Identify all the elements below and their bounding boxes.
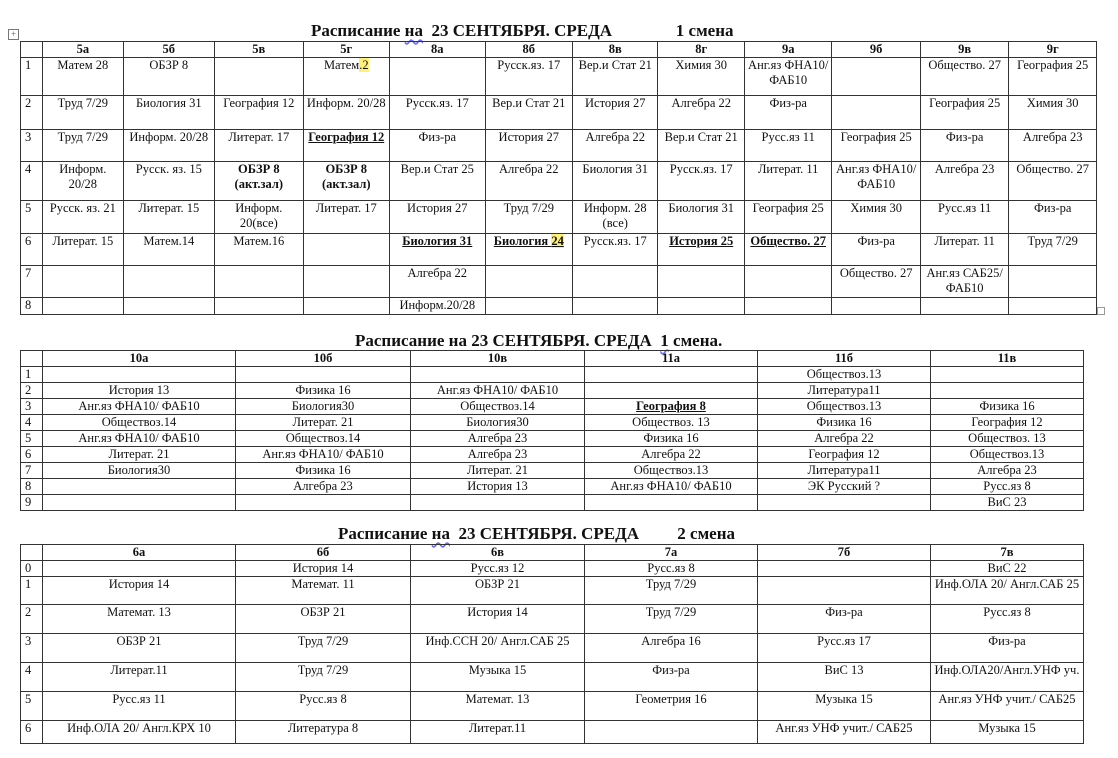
lesson-cell <box>411 367 585 383</box>
lesson-cell: Вер.и Стат 21 <box>658 130 744 162</box>
lesson-number: 2 <box>21 96 43 130</box>
lesson-number: 3 <box>21 634 43 663</box>
lesson-cell <box>1009 298 1097 315</box>
lesson-cell <box>215 266 303 298</box>
table-header <box>21 42 1097 58</box>
lesson-cell <box>658 266 744 298</box>
lesson-row <box>21 201 1097 234</box>
lesson-cell: Русск.яз. 17 <box>390 96 486 130</box>
lesson-cell: Биология30 <box>411 415 585 431</box>
lesson-cell: Анг.яз ФНА10/ ФАБ10 <box>585 479 758 495</box>
lesson-cell: ЭК Русский ? <box>758 479 931 495</box>
lesson-cell <box>758 561 931 577</box>
lesson-cell <box>43 561 236 577</box>
lesson-cell: География 25 <box>1009 58 1097 96</box>
lesson-cell: Химия 30 <box>832 201 920 234</box>
lesson-cell: Обществоз.14 <box>43 415 236 431</box>
lesson-cell: Общество. 27 <box>744 234 831 266</box>
lesson-number: 5 <box>21 431 43 447</box>
lesson-row <box>21 634 1084 663</box>
lesson-cell: Русс.яз 17 <box>758 634 931 663</box>
lesson-cell: Литерат. 21 <box>236 415 411 431</box>
lesson-cell: Русс.яз 11 <box>744 130 831 162</box>
lesson-number: 0 <box>21 561 43 577</box>
lesson-row <box>21 479 1084 495</box>
lesson-number: 1 <box>21 367 43 383</box>
lesson-number: 8 <box>21 298 43 315</box>
class-header: 9в <box>920 42 1008 58</box>
lesson-cell: Труд 7/29 <box>585 605 758 634</box>
class-header: 9б <box>832 42 920 58</box>
lesson-number: 2 <box>21 383 43 399</box>
lesson-cell: Информ. 20/28 <box>43 162 123 201</box>
lesson-cell: Химия 30 <box>1009 96 1097 130</box>
lesson-number: 7 <box>21 266 43 298</box>
lesson-cell: Физ-ра <box>585 663 758 692</box>
class-header: 10в <box>411 351 585 367</box>
lesson-cell: ОБЗР 8 (акт.зал) <box>303 162 389 201</box>
lesson-cell: Инф.ССН 20/ Англ.САБ 25 <box>411 634 585 663</box>
lesson-cell: Алгебра 22 <box>390 266 486 298</box>
lesson-cell: Физ-ра <box>931 634 1084 663</box>
lesson-cell: География 12 <box>931 415 1084 431</box>
lesson-cell: Вер.и Стат 21 <box>485 96 572 130</box>
lesson-row <box>21 415 1084 431</box>
lesson-cell <box>920 298 1008 315</box>
lesson-cell <box>744 298 831 315</box>
lesson-cell: География 12 <box>758 447 931 463</box>
class-header: 8б <box>485 42 572 58</box>
lesson-cell: История 25 <box>658 234 744 266</box>
lesson-cell: География 8 <box>585 399 758 415</box>
lesson-cell <box>43 298 123 315</box>
lesson-cell: Музыка 15 <box>931 721 1084 744</box>
lesson-cell: Анг.яз ФНА10/ ФАБ10 <box>744 58 831 96</box>
lesson-cell: Математ. 11 <box>236 577 411 605</box>
lesson-row <box>21 298 1097 315</box>
lesson-cell: Русск.яз. 17 <box>573 234 658 266</box>
lesson-cell: Биология30 <box>236 399 411 415</box>
table-resize-handle[interactable] <box>1097 307 1105 315</box>
header-corner <box>21 351 43 367</box>
lesson-cell <box>236 495 411 511</box>
class-header: 6а <box>43 545 236 561</box>
lesson-cell: Алгебра 22 <box>485 162 572 201</box>
header-corner <box>21 42 43 58</box>
lesson-cell: Физ-ра <box>758 605 931 634</box>
lesson-cell <box>585 383 758 399</box>
lesson-cell: Физ-ра <box>390 130 486 162</box>
lesson-cell: История 13 <box>411 479 585 495</box>
lesson-number: 9 <box>21 495 43 511</box>
lesson-cell <box>43 367 236 383</box>
schedule-table-grades-5-9 <box>20 41 1097 315</box>
class-header: 5г <box>303 42 389 58</box>
lesson-cell: Матем.2 <box>303 58 389 96</box>
lesson-cell: Обществоз.13 <box>758 367 931 383</box>
lesson-cell <box>43 495 236 511</box>
lesson-cell: Вер.и Стат 25 <box>390 162 486 201</box>
lesson-cell <box>123 298 215 315</box>
lesson-cell: Обществоз. 13 <box>585 415 758 431</box>
lesson-number: 1 <box>21 577 43 605</box>
class-header: 11б <box>758 351 931 367</box>
lesson-cell: История 27 <box>390 201 486 234</box>
lesson-cell: Труд 7/29 <box>485 201 572 234</box>
lesson-cell: Инф.ОЛА20/Англ.УНФ уч. <box>931 663 1084 692</box>
lesson-cell: Литература 8 <box>236 721 411 744</box>
lesson-cell: ОБЗР 21 <box>236 605 411 634</box>
lesson-cell: Обществоз.14 <box>411 399 585 415</box>
schedule-title-shift2: Расписание на 23 СЕНТЯБРЯ. СРЕДА 2 смена <box>338 524 736 543</box>
lesson-cell <box>390 58 486 96</box>
lesson-cell: Биология 31 <box>573 162 658 201</box>
lesson-number: 7 <box>21 463 43 479</box>
lesson-cell <box>758 495 931 511</box>
lesson-cell: Русск. яз. 15 <box>123 162 215 201</box>
lesson-row <box>21 234 1097 266</box>
lesson-cell: Математ. 13 <box>43 605 236 634</box>
lesson-cell: Биология30 <box>43 463 236 479</box>
lesson-row <box>21 692 1084 721</box>
lesson-cell <box>573 266 658 298</box>
lesson-cell: Музыка 15 <box>758 692 931 721</box>
class-header: 9г <box>1009 42 1097 58</box>
lesson-cell: История 27 <box>485 130 572 162</box>
lesson-cell <box>303 298 389 315</box>
lesson-cell: Анг.яз САБ25/ ФАБ10 <box>920 266 1008 298</box>
lesson-number: 3 <box>21 399 43 415</box>
lesson-cell: Физ-ра <box>1009 201 1097 234</box>
lesson-cell: ВиС 22 <box>931 561 1084 577</box>
lesson-cell: Литерат. 11 <box>744 162 831 201</box>
lesson-cell: География 25 <box>920 96 1008 130</box>
lesson-cell: Литерат. 15 <box>123 201 215 234</box>
lesson-cell: Биология 31 <box>390 234 486 266</box>
header-corner <box>21 545 43 561</box>
lesson-cell: История 14 <box>43 577 236 605</box>
lesson-cell: Физика 16 <box>585 431 758 447</box>
lesson-cell: Информ. 20/28 <box>303 96 389 130</box>
lesson-cell: Алгебра 23 <box>931 463 1084 479</box>
lesson-cell: Алгебра 23 <box>236 479 411 495</box>
lesson-cell: Музыка 15 <box>411 663 585 692</box>
lesson-cell <box>832 96 920 130</box>
lesson-row <box>21 96 1097 130</box>
header-row <box>21 42 1097 58</box>
lesson-cell: Алгебра 23 <box>411 431 585 447</box>
lesson-cell: Литерат. 21 <box>43 447 236 463</box>
lesson-cell: Литерат.11 <box>43 663 236 692</box>
lesson-cell: Физика 16 <box>931 399 1084 415</box>
lesson-cell: Русс.яз 8 <box>931 605 1084 634</box>
lesson-cell: Геометрия 16 <box>585 692 758 721</box>
lesson-cell: Общество. 27 <box>832 266 920 298</box>
lesson-cell <box>585 495 758 511</box>
lesson-cell: Литература11 <box>758 463 931 479</box>
lesson-cell: Труд 7/29 <box>236 663 411 692</box>
lesson-cell <box>43 479 236 495</box>
lesson-cell: Физ-ра <box>744 96 831 130</box>
lesson-cell: Русс.яз 8 <box>236 692 411 721</box>
lesson-row <box>21 605 1084 634</box>
lesson-cell <box>215 58 303 96</box>
lesson-row <box>21 663 1084 692</box>
class-header: 6б <box>236 545 411 561</box>
lesson-cell: Русск.яз. 17 <box>485 58 572 96</box>
lesson-cell: История 27 <box>573 96 658 130</box>
lesson-number: 3 <box>21 130 43 162</box>
lesson-cell: Литерат. 15 <box>43 234 123 266</box>
lesson-cell: Русск.яз. 17 <box>658 162 744 201</box>
lesson-cell <box>832 298 920 315</box>
lesson-cell: История 13 <box>43 383 236 399</box>
class-header: 7а <box>585 545 758 561</box>
lesson-cell: Алгебра 23 <box>920 162 1008 201</box>
lesson-cell: Общество. 27 <box>1009 162 1097 201</box>
lesson-number: 6 <box>21 447 43 463</box>
lesson-cell: Биология 24 <box>485 234 572 266</box>
class-header: 8а <box>390 42 486 58</box>
lesson-cell <box>411 495 585 511</box>
class-header: 10а <box>43 351 236 367</box>
lesson-row <box>21 431 1084 447</box>
lesson-number: 4 <box>21 415 43 431</box>
class-header: 5а <box>43 42 123 58</box>
lesson-cell: Физика 16 <box>236 383 411 399</box>
lesson-row <box>21 367 1084 383</box>
lesson-cell: Информ. 20(все) <box>215 201 303 234</box>
lesson-cell: ОБЗР 21 <box>411 577 585 605</box>
lesson-cell: Алгебра 16 <box>585 634 758 663</box>
lesson-row <box>21 162 1097 201</box>
lesson-cell: Инф.ОЛА 20/ Англ.КРХ 10 <box>43 721 236 744</box>
schedule-table-grades-6-7 <box>20 544 1084 744</box>
lesson-cell <box>303 234 389 266</box>
lesson-cell: Алгебра 22 <box>585 447 758 463</box>
lesson-row <box>21 130 1097 162</box>
lesson-cell <box>303 266 389 298</box>
lesson-cell: Русс.яз 11 <box>920 201 1008 234</box>
lesson-cell: Информ.20/28 <box>390 298 486 315</box>
lesson-cell: Математ. 13 <box>411 692 585 721</box>
lesson-row <box>21 58 1097 96</box>
header-row <box>21 351 1084 367</box>
lesson-cell: Русс.яз 8 <box>585 561 758 577</box>
lesson-cell: География 12 <box>215 96 303 130</box>
class-header: 5в <box>215 42 303 58</box>
lesson-cell: Анг.яз ФНА10/ ФАБ10 <box>832 162 920 201</box>
lesson-row <box>21 561 1084 577</box>
lesson-cell: Литерат. 17 <box>215 130 303 162</box>
lesson-cell: Алгебра 23 <box>1009 130 1097 162</box>
class-header: 11а <box>585 351 758 367</box>
lesson-number: 5 <box>21 201 43 234</box>
class-header: 6в <box>411 545 585 561</box>
lesson-cell: Труд 7/29 <box>1009 234 1097 266</box>
lesson-cell <box>215 298 303 315</box>
lesson-cell: География 25 <box>744 201 831 234</box>
lesson-row <box>21 577 1084 605</box>
lesson-cell: Биология 31 <box>658 201 744 234</box>
lesson-number: 2 <box>21 605 43 634</box>
class-header: 8г <box>658 42 744 58</box>
lesson-cell: Литерат. 11 <box>920 234 1008 266</box>
class-header: 5б <box>123 42 215 58</box>
lesson-number: 8 <box>21 479 43 495</box>
lesson-cell: Литерат.11 <box>411 721 585 744</box>
lesson-cell <box>658 298 744 315</box>
lesson-cell: История 14 <box>411 605 585 634</box>
schedule-table-grades-10-11 <box>20 350 1084 511</box>
lesson-cell <box>931 383 1084 399</box>
lesson-number: 6 <box>21 721 43 744</box>
lesson-cell: ОБЗР 8 (акт.зал) <box>215 162 303 201</box>
class-header: 7б <box>758 545 931 561</box>
lesson-cell: ОБЗР 8 <box>123 58 215 96</box>
lesson-cell: Физ-ра <box>832 234 920 266</box>
lesson-cell: Анг.яз ФНА10/ ФАБ10 <box>411 383 585 399</box>
lesson-cell: Алгебра 22 <box>573 130 658 162</box>
lesson-cell: Анг.яз УНФ учит./ САБ25 <box>758 721 931 744</box>
lesson-cell: Физика 16 <box>236 463 411 479</box>
lesson-cell: Литерат. 17 <box>303 201 389 234</box>
class-header: 9а <box>744 42 831 58</box>
lesson-cell: Анг.яз ФНА10/ ФАБ10 <box>236 447 411 463</box>
lesson-cell <box>485 298 572 315</box>
lesson-row <box>21 495 1084 511</box>
lesson-cell <box>585 721 758 744</box>
lesson-cell: Труд 7/29 <box>585 577 758 605</box>
lesson-cell <box>43 266 123 298</box>
table-move-handle[interactable]: + <box>8 29 19 40</box>
lesson-cell: Обществоз.13 <box>931 447 1084 463</box>
class-header: 10б <box>236 351 411 367</box>
lesson-cell: Русс.яз 12 <box>411 561 585 577</box>
lesson-cell: Русс.яз 8 <box>931 479 1084 495</box>
lesson-row <box>21 399 1084 415</box>
lesson-cell <box>931 367 1084 383</box>
lesson-number: 1 <box>21 58 43 96</box>
lesson-number: 5 <box>21 692 43 721</box>
lesson-cell <box>758 577 931 605</box>
lesson-cell: ВиС 13 <box>758 663 931 692</box>
lesson-cell <box>744 266 831 298</box>
lesson-cell: Физика 16 <box>758 415 931 431</box>
lesson-cell: Вер.и Стат 21 <box>573 58 658 96</box>
lesson-cell: Труд 7/29 <box>236 634 411 663</box>
lesson-row <box>21 447 1084 463</box>
header-row <box>21 545 1084 561</box>
lesson-cell <box>832 58 920 96</box>
lesson-cell: Обществоз.13 <box>585 463 758 479</box>
lesson-cell: Обществоз.14 <box>236 431 411 447</box>
lesson-cell: Матем.14 <box>123 234 215 266</box>
lesson-cell: Обществоз. 13 <box>931 431 1084 447</box>
lesson-cell: Матем 28 <box>43 58 123 96</box>
lesson-cell: Информ. 28 (все) <box>573 201 658 234</box>
lesson-cell: Анг.яз ФНА10/ ФАБ10 <box>43 431 236 447</box>
lesson-cell: Обществоз.13 <box>758 399 931 415</box>
lesson-number: 6 <box>21 234 43 266</box>
lesson-row <box>21 463 1084 479</box>
lesson-row <box>21 383 1084 399</box>
lesson-cell: Информ. 20/28 <box>123 130 215 162</box>
lesson-number: 4 <box>21 162 43 201</box>
lesson-cell <box>236 367 411 383</box>
schedule-title-shift1-senior: Расписание на 23 СЕНТЯБРЯ. СРЕДА 1 смена. <box>355 331 723 350</box>
lesson-cell: ВиС 23 <box>931 495 1084 511</box>
lesson-cell: Физ-ра <box>920 130 1008 162</box>
lesson-cell: История 14 <box>236 561 411 577</box>
lesson-row <box>21 721 1084 744</box>
lesson-cell: Литература11 <box>758 383 931 399</box>
lesson-cell: Инф.ОЛА 20/ Англ.САБ 25 <box>931 577 1084 605</box>
lesson-cell <box>573 298 658 315</box>
lesson-cell: Литерат. 21 <box>411 463 585 479</box>
lesson-cell <box>585 367 758 383</box>
lesson-row <box>21 266 1097 298</box>
lesson-cell: Анг.яз ФНА10/ ФАБ10 <box>43 399 236 415</box>
class-header: 7в <box>931 545 1084 561</box>
lesson-cell: Алгебра 22 <box>658 96 744 130</box>
lesson-cell <box>1009 266 1097 298</box>
lesson-cell: Русск. яз. 21 <box>43 201 123 234</box>
schedule-title-shift1: Расписание на 23 СЕНТЯБРЯ. СРЕДА 1 смена <box>311 21 734 40</box>
lesson-cell: География 12 <box>303 130 389 162</box>
lesson-cell: География 25 <box>832 130 920 162</box>
lesson-cell: Матем.16 <box>215 234 303 266</box>
lesson-cell: Алгебра 23 <box>411 447 585 463</box>
lesson-cell: Биология 31 <box>123 96 215 130</box>
lesson-cell: Труд 7/29 <box>43 130 123 162</box>
lesson-cell <box>123 266 215 298</box>
class-header: 11в <box>931 351 1084 367</box>
lesson-cell: Общество. 27 <box>920 58 1008 96</box>
lesson-cell: ОБЗР 21 <box>43 634 236 663</box>
lesson-cell: Химия 30 <box>658 58 744 96</box>
lesson-cell: Алгебра 22 <box>758 431 931 447</box>
lesson-cell: Русс.яз 11 <box>43 692 236 721</box>
class-header: 8в <box>573 42 658 58</box>
lesson-cell <box>485 266 572 298</box>
lesson-cell: Труд 7/29 <box>43 96 123 130</box>
lesson-cell: Анг.яз УНФ учит./ САБ25 <box>931 692 1084 721</box>
lesson-number: 4 <box>21 663 43 692</box>
